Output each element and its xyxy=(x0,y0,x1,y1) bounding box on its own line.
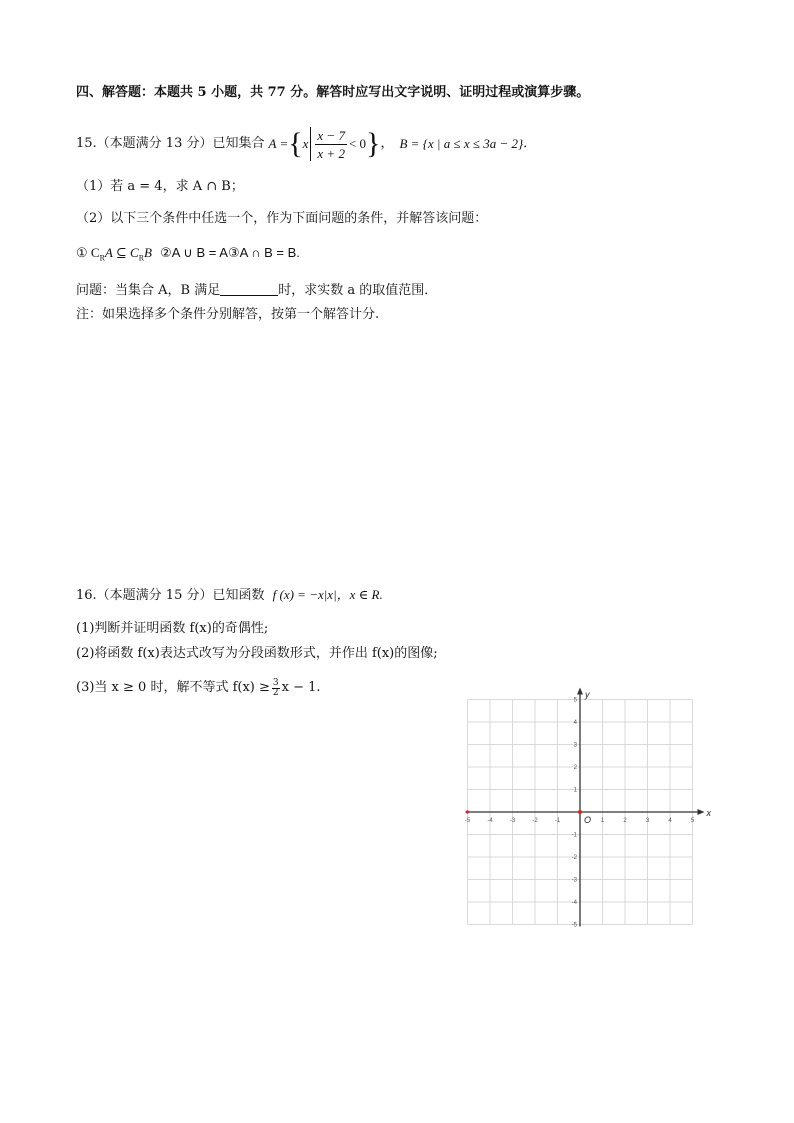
part3-fraction-den: 2 xyxy=(272,687,279,698)
q16-prefix: 16.（本题满分 15 分）已知函数 xyxy=(76,588,265,603)
q15-prefix: 15.（本题满分 13 分）已知集合 xyxy=(76,136,265,151)
right-brace: } xyxy=(366,127,381,160)
y-tick-label: 2 xyxy=(573,765,577,771)
part3-fraction xyxy=(272,679,280,698)
separator: ， xyxy=(380,136,394,151)
x-tick-label: -1 xyxy=(554,818,561,824)
part3-suffix: x − 1. xyxy=(281,680,321,695)
set-divider xyxy=(310,127,311,161)
x-tick-label: -2 xyxy=(532,818,538,824)
x-tick-label: 3 xyxy=(645,818,650,824)
x-tick-label: 4 xyxy=(668,818,672,824)
y-tick-label: -3 xyxy=(571,877,577,884)
y-tick-label: 4 xyxy=(573,720,577,726)
q16-part3 xyxy=(76,676,321,700)
part3-prefix: (3)当 x ≥ 0 时，解不等式 f(x) ≥ xyxy=(76,680,270,695)
y-axis-arrow xyxy=(577,688,583,695)
fraction-denominator: x + 2 xyxy=(317,145,345,161)
condition-2: ②A ∪ B = A xyxy=(160,245,228,260)
q16-statement xyxy=(76,586,383,605)
q15-problem xyxy=(76,282,437,300)
y-tick-label: -5 xyxy=(571,922,577,929)
set-b: B = {x | a ≤ x ≤ 3a − 2} xyxy=(399,136,524,151)
y-tick-label: 5 xyxy=(573,697,577,704)
q16-part1: (1)判断并证明函数 f(x)的奇偶性; xyxy=(76,621,269,636)
period: ． xyxy=(523,136,537,151)
y-axis-label: y xyxy=(585,689,590,700)
problem-prefix: 问题：当集合 A，B 满足 xyxy=(76,283,221,298)
coordinate-grid xyxy=(464,689,714,932)
condition-3: ③A ∩ B = B. xyxy=(227,245,300,260)
q15-part2: （2）以下三个条件中任选一个，作为下面问题的条件，并解答该问题： xyxy=(76,211,488,226)
x-axis-label: x xyxy=(706,808,711,818)
x-axis-start-dot xyxy=(466,810,469,813)
q15-note: 注：如果选择多个条件分别解答，按第一个解答计分. xyxy=(76,307,380,322)
set-a-condition: < 0 xyxy=(348,136,367,151)
x-axis-arrow xyxy=(698,809,705,815)
q16-part2: (2)将函数 f(x)表达式改写为分段函数形式，并作出 f(x)的图像; xyxy=(76,646,438,661)
section-heading: 四、解答题：本题共 5 小题，共 77 分。解答时应写出文字说明、证明过程或演算步骤。 xyxy=(76,85,590,100)
set-a-var: x xyxy=(302,136,309,151)
origin-dot xyxy=(578,810,582,814)
x-tick-label: 2 xyxy=(623,818,627,824)
x-tick-label: 5 xyxy=(690,818,695,824)
q15-conditions xyxy=(76,244,300,268)
fraction-numerator: x − 7 xyxy=(317,127,345,143)
set-a-lhs: A = xyxy=(268,136,289,151)
origin-label: O xyxy=(584,815,592,825)
set-a-fraction xyxy=(315,127,347,162)
y-tick-label: -1 xyxy=(571,832,577,839)
q15-part1: （1）若 a = 4，求 A ∩ B； xyxy=(76,179,244,194)
tick-labels xyxy=(465,690,712,929)
problem-suffix: 时，求实数 a 的取值范围． xyxy=(278,283,438,298)
y-tick-label: 3 xyxy=(573,742,577,749)
axes xyxy=(466,688,705,927)
condition-1: ① $C_RA$ ⊆ $C_RB$ xyxy=(76,245,152,263)
part3-fraction-num: 3 xyxy=(272,677,279,688)
x-tick-label: -4 xyxy=(487,818,493,824)
q15-statement xyxy=(76,124,536,164)
x-tick-label: -3 xyxy=(509,818,516,824)
x-tick-label: 1 xyxy=(600,818,605,824)
answer-blank xyxy=(220,283,278,296)
left-brace: { xyxy=(288,127,303,160)
q16-function: f (x) = −x|x|，x ∈ R. xyxy=(272,587,383,602)
y-tick-label: 1 xyxy=(573,787,577,794)
y-tick-label: -2 xyxy=(571,855,577,861)
x-tick-label: -5 xyxy=(464,818,471,824)
y-tick-label: -4 xyxy=(571,900,577,906)
